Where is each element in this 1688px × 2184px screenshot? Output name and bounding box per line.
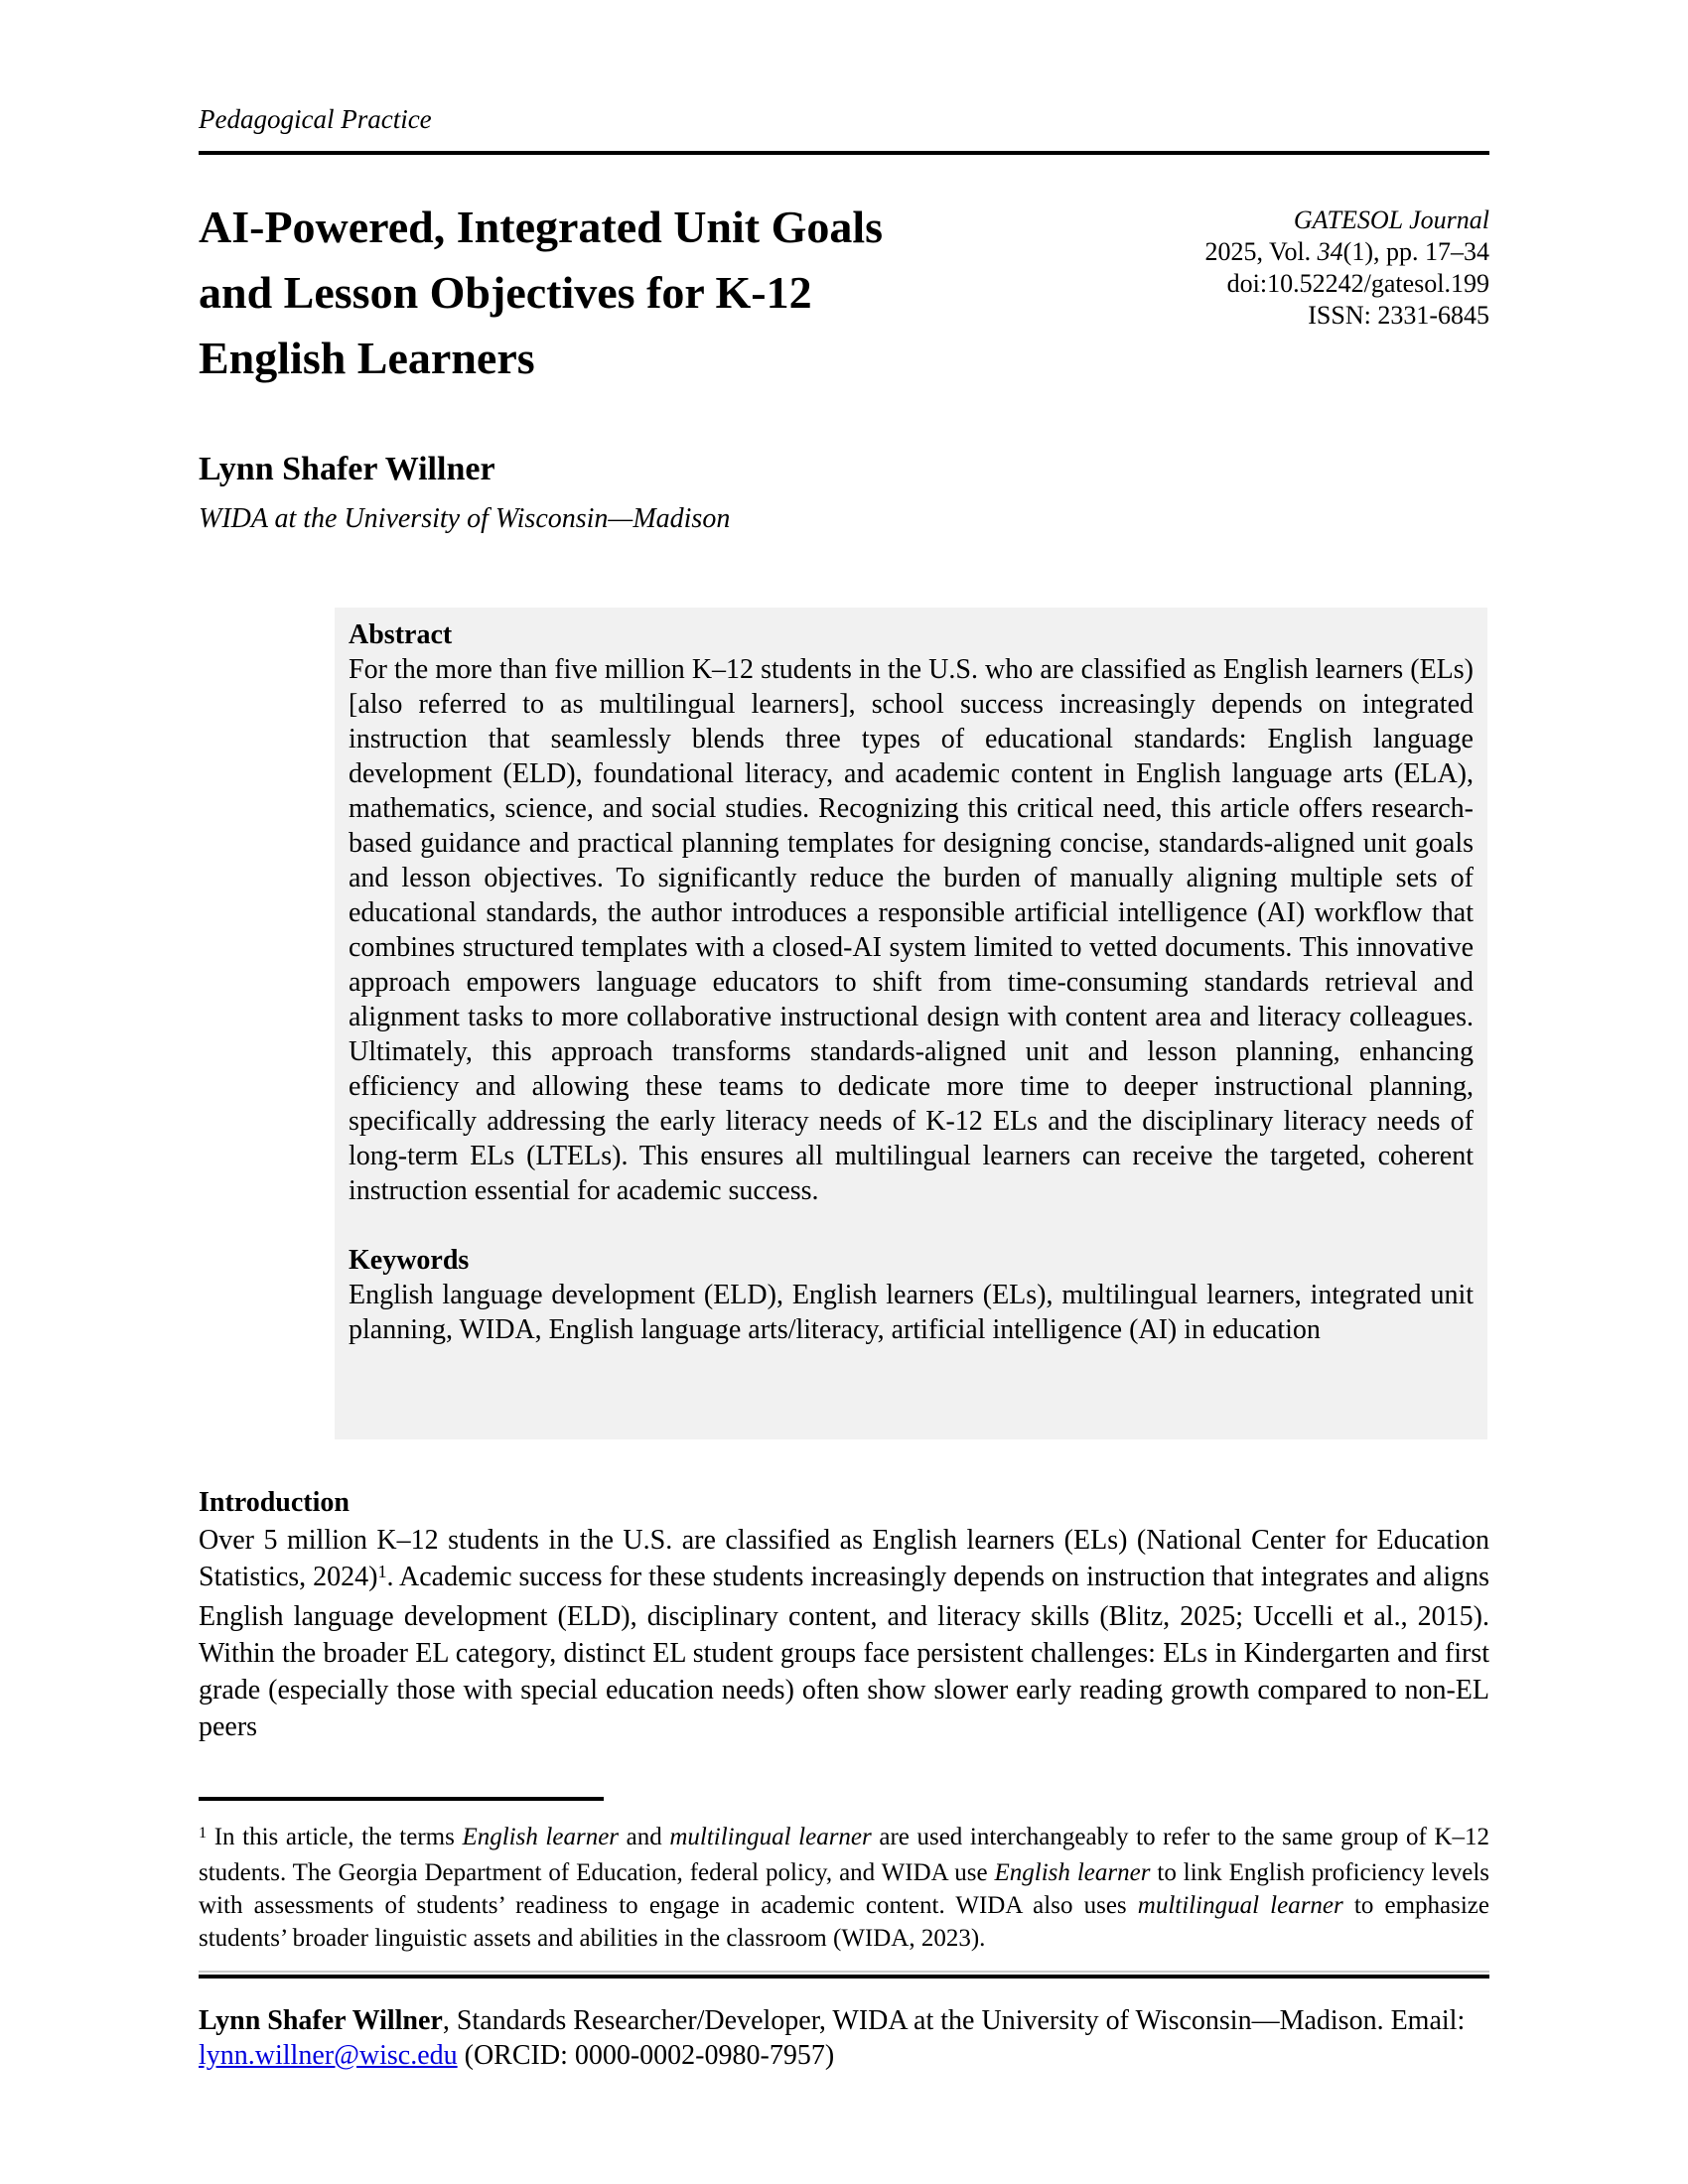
footnote-separator-rule — [199, 1797, 604, 1801]
author-affiliation: WIDA at the University of Wisconsin—Madison — [199, 503, 731, 534]
text-line: English Learners — [199, 333, 535, 383]
author-name: Lynn Shafer Willner — [199, 451, 495, 487]
introduction-heading: Introduction — [199, 1487, 350, 1518]
text-line: and Lesson Objectives for K-12 — [199, 267, 812, 318]
running-head: Pedagogical Practice — [199, 104, 432, 134]
text-line: 2025, Vol. 34(1), pp. 17–34 — [1204, 237, 1489, 266]
header-rule — [199, 151, 1489, 155]
bottom-rule-thin — [199, 1971, 1489, 1973]
bottom-rule-thick — [199, 1975, 1489, 1979]
abstract-heading: Abstract — [349, 619, 453, 650]
footnote-text: $^1$ In this article, the terms English learner and multilingual learner are used interchangeably to refer to the same group of K–12 students. The Georgia Department of Education, federal policy, and WIDA use English learner to link English proficiency levels with assessments of students’ readiness to engage in academic content. WIDA also uses multilingual learner to emphasize students’ broader linguistic assets and abilities in the classroom (WIDA, 2023). — [199, 1823, 1489, 1952]
keywords-body: English language development (ELD), English learners (ELs), multilingual learners, integrated unit planning, WIDA, English language arts/literacy, artificial intelligence (AI) in education — [349, 1280, 1474, 1345]
keywords-heading: Keywords — [349, 1245, 470, 1276]
abstract-body: For the more than five million K–12 students in the U.S. who are classified as English learners (ELs) [also referred to as multilingual learners], school success increasingly depends on integrated instruction that seamlessly blends three types of educational standards: English language development (ELD), foundational literacy, and academic content in English language arts (ELA), mathematics, science, and social studies. Recognizing this critical need, this article offers research-based guidance and practical planning templates for designing concise, standards-aligned unit goals and lesson objectives. To significantly reduce the burden of manually aligning multiple sets of educational standards, the author introduces a responsible artificial intelligence (AI) workflow that combines structured templates with a closed-AI system limited to vetted documents. This innovative approach empowers language educators to shift from time-consuming standards retrieval and alignment tasks to more collaborative instructional design with content area and literacy colleagues. Ultimately, this approach transforms standards-aligned unit and lesson planning, enhancing efficiency and allowing these teams to dedicate more time to deeper instructional planning, specifically addressing the early literacy needs of K-12 ELs and the disciplinary literacy needs of long-term ELs (LTELs). This ensures all multilingual learners can receive the targeted, coherent instruction essential for academic success. — [349, 654, 1474, 1206]
text-line: ISSN: 2331-6845 — [1308, 301, 1489, 330]
text-line: AI-Powered, Integrated Unit Goals — [199, 202, 884, 252]
abstract-box — [335, 608, 1487, 1439]
text-line: doi:10.52242/gatesol.199 — [1226, 269, 1489, 298]
email-link[interactable]: lynn.willner@wisc.edu — [199, 2040, 458, 2071]
author-note: Lynn Shafer Willner, Standards Researcher/Developer, WIDA at the University of Wisconsin—Madison. Email: lynn.willner@wisc.edu (ORCID: 0000-0002-0980-7957) — [199, 2005, 1466, 2071]
text-line: GATESOL Journal — [1293, 205, 1489, 234]
introduction-paragraph: Over 5 million K–12 students in the U.S. are classified as English learners (ELs) (National Center for Education Statistics, 2024)$^1$. Academic success for these students increasingly depends on instruction that integrates and aligns English language development (ELD), disciplinary content, and literacy skills (Blitz, 2025; Uccelli et al., 2015). Within the broader EL category, distinct EL student groups face persistent challenges: ELs in Kindergarten and first grade (especially those with special education needs) often show slower early reading growth compared to non-EL peers — [199, 1525, 1489, 1742]
journal-citation-block — [894, 205, 1489, 332]
